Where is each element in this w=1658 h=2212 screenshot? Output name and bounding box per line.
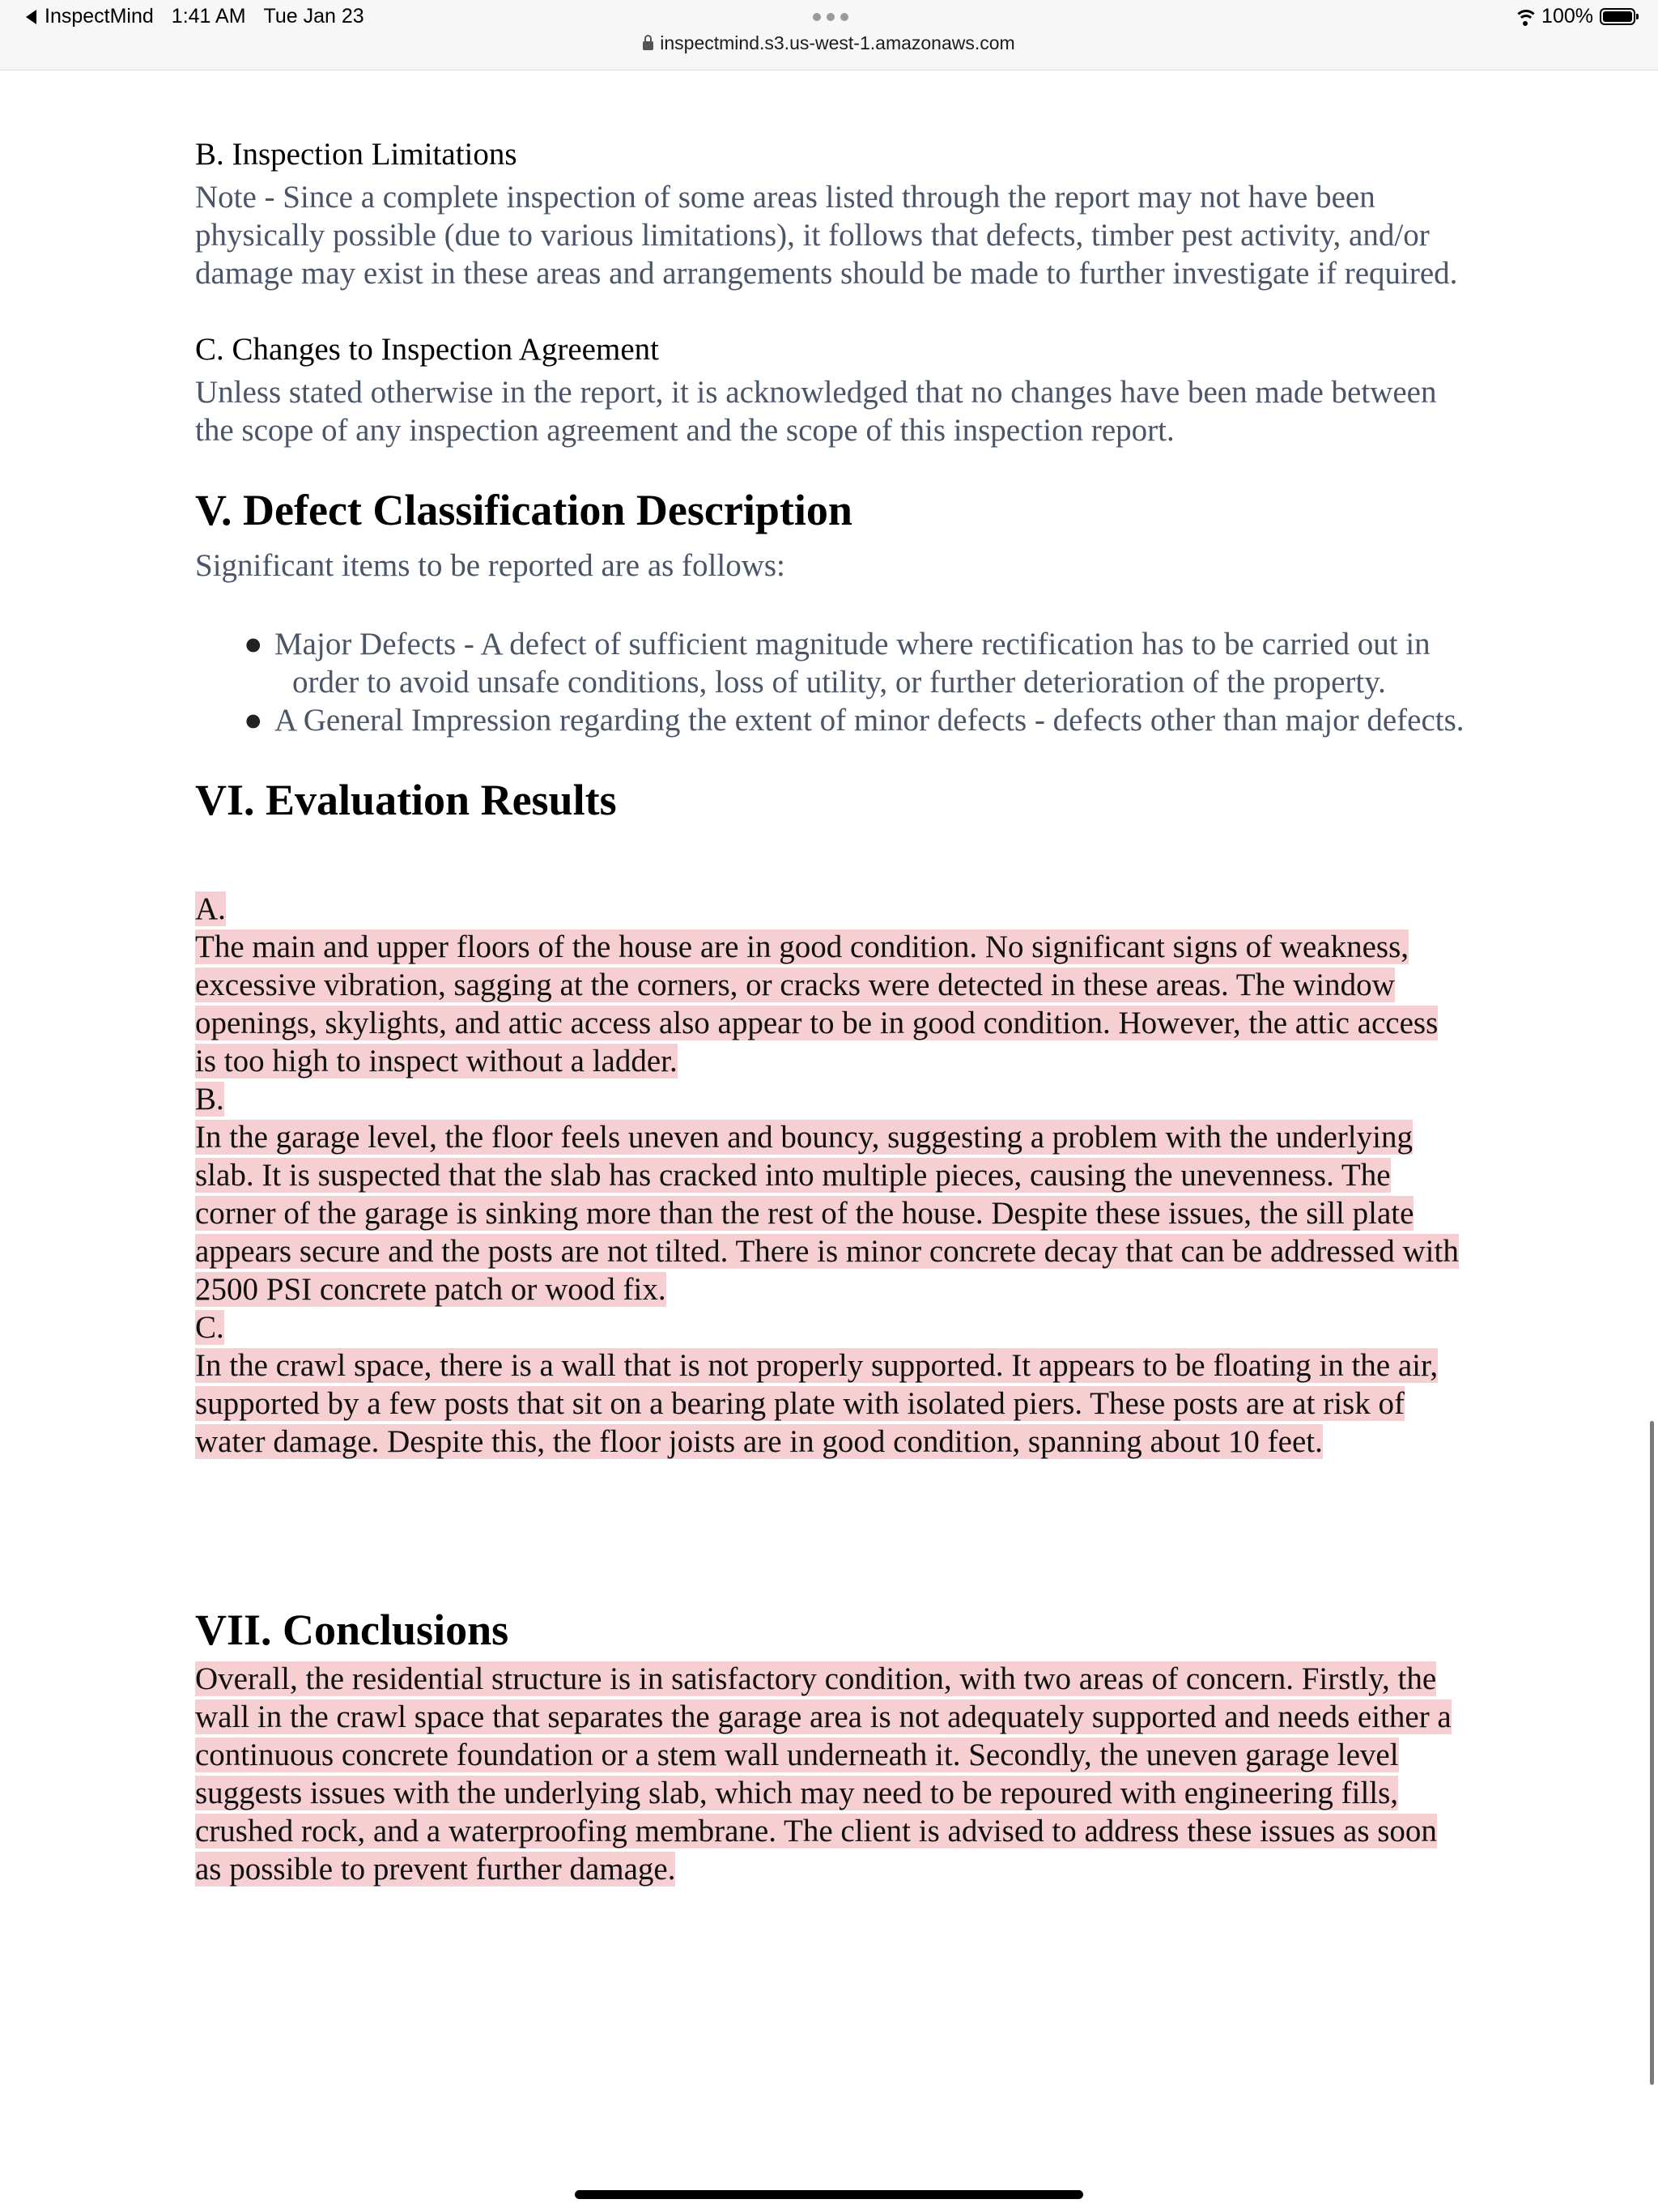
bullet-icon: ● <box>244 627 263 661</box>
limitations-heading: B. Inspection Limitations <box>195 137 517 172</box>
changes-body: Unless stated otherwise in the report, it is acknowledged that no changes have been made between the scope of any inspection agreement and the scope of this inspection report. <box>195 375 1437 448</box>
evaluation-b-text: In the garage level, the floor feels uneven and bouncy, suggesting a problem with the underlying slab. It is suspected that the slab has cracked into multiple pieces, causing the unevenness. The corner of the garage is sinking more than the rest of the house. Despite these issues, the sill plate appears secure and the posts are not tilted. There is minor concrete decay that can be addressed with 2500 PSI concrete patch or wood fix. <box>195 1120 1459 1307</box>
vertical-scrollbar[interactable] <box>1650 1421 1654 2085</box>
defect-classification-title: V. Defect Classification Description <box>195 486 852 534</box>
status-time: 1:41 AM <box>171 5 246 28</box>
address-bar[interactable] <box>0 32 1658 54</box>
defect-item-minor: A General Impression regarding the extent of minor defects - defects other than major defects. <box>274 703 1465 738</box>
list-item <box>244 701 1466 739</box>
evaluation-b-label: B. <box>195 1082 224 1117</box>
conclusions <box>195 1660 1466 1888</box>
evaluation-title: VI. Evaluation Results <box>195 776 617 824</box>
list-item <box>244 625 1466 701</box>
wifi-icon <box>1514 8 1537 26</box>
home-indicator[interactable] <box>575 2190 1083 2199</box>
bullet-icon: ● <box>244 703 263 738</box>
status-date: Tue Jan 23 <box>263 5 364 28</box>
battery-icon <box>1600 8 1635 25</box>
multitasking-dots-icon[interactable] <box>813 13 848 21</box>
evaluation-a-label: A. <box>195 891 226 926</box>
conclusions-title: VII. Conclusions <box>195 1606 509 1654</box>
evaluation-c-text: In the crawl space, there is a wall that is not properly supported. It appears to be floating in the air, supported by a few posts that sit on a bearing plate with isolated piers. These posts are at risk of water damage. Despite this, the floor joists are in good condition, spanning about 10 feet. <box>195 1348 1439 1459</box>
changes-heading: C. Changes to Inspection Agreement <box>195 332 659 367</box>
back-arrow-icon <box>26 10 36 24</box>
evaluation-results <box>195 890 1466 1461</box>
evaluation-c-label: C. <box>195 1310 224 1345</box>
url-text: inspectmind.s3.us-west-1.amazonaws.com <box>660 32 1015 53</box>
back-app-label: InspectMind <box>45 5 154 28</box>
lock-icon <box>643 41 653 50</box>
status-indicators <box>1514 5 1635 28</box>
limitations-body: Note - Since a complete inspection of some areas listed through the report may not have been physically possible (due to various limitations), it follows that defects, timber pest activity, and/or damage may exist in these areas and arrangements should be made to further investigate if required. <box>195 180 1458 291</box>
defect-item-major: Major Defects - A defect of sufficient magnitude where rectification has to be carried out in order to avoid unsafe conditions, loss of utility, or further deterioration of the property. <box>274 627 1431 700</box>
conclusions-body: Overall, the residential structure is in satisfactory condition, with two areas of concern. Firstly, the wall in the crawl space that separates the garage area is not adequately supported and needs either a continuous concrete foundation or a stem wall underneath it. Secondly, the uneven garage level suggests issues with the underlying slab, which may need to be repoured with engineering fills, crushed rock, and a waterproofing membrane. The client is advised to address these issues as soon as possible to prevent further damage. <box>195 1661 1452 1887</box>
defect-list <box>195 625 1466 739</box>
defect-classification-intro: Significant items to be reported are as follows: <box>195 548 785 583</box>
battery-percent: 100% <box>1541 5 1593 28</box>
back-to-app-button[interactable] <box>26 5 364 28</box>
browser-status-bar <box>0 0 1658 70</box>
evaluation-a-text: The main and upper floors of the house are in good condition. No significant signs of weakness, excessive vibration, sagging at the corners, or cracks were detected in these areas. The window openings, skylights, and attic access also appear to be in good condition. However, the attic access is too high to inspect without a ladder. <box>195 929 1439 1078</box>
report-document <box>195 136 1466 1888</box>
